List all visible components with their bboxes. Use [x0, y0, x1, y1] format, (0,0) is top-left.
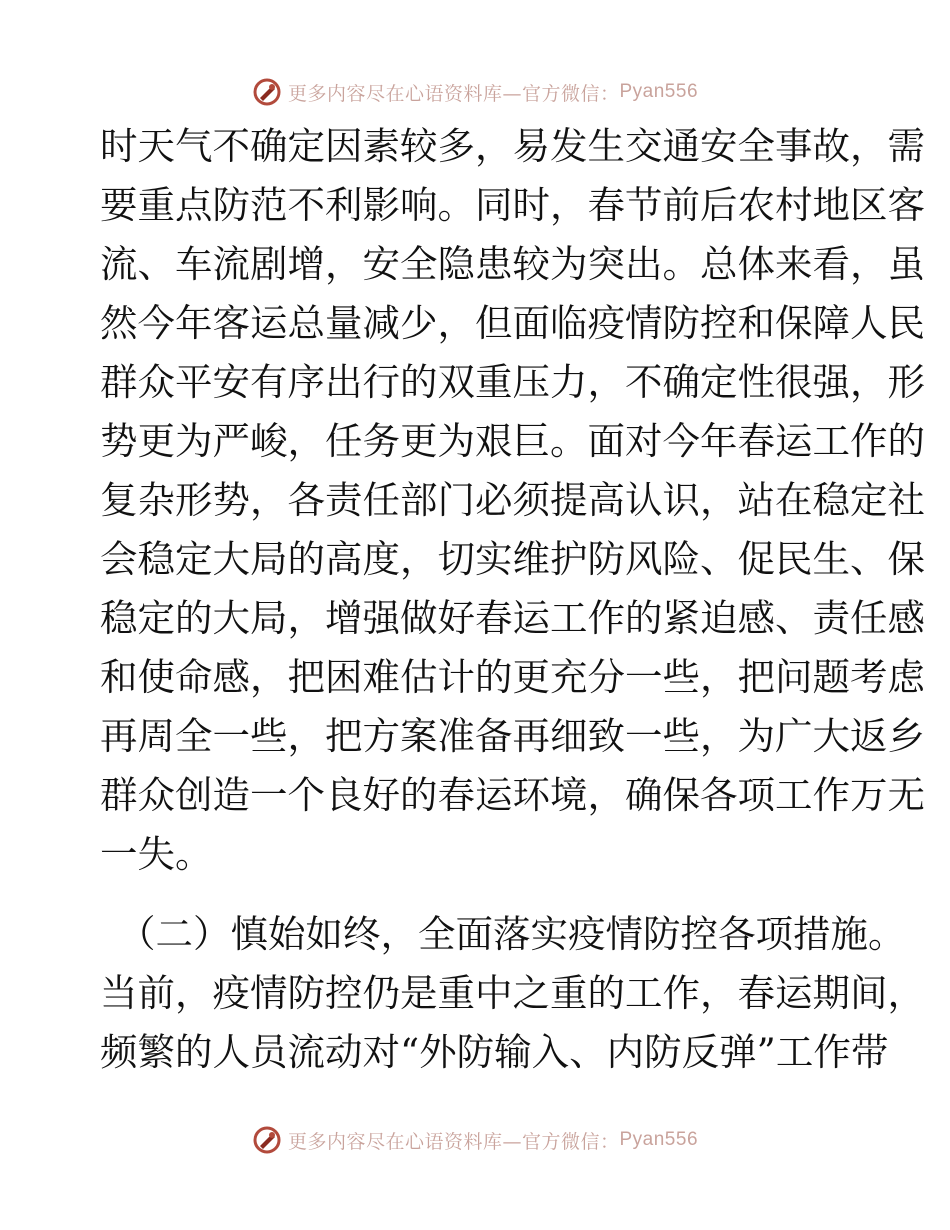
header-wechat-id: Pyan556 [619, 81, 699, 102]
text-line: 再周全一些，把方案准备再细致一些，为广大返乡 [100, 714, 925, 758]
footer-banner [0, 1120, 950, 1160]
text-line: 当前，疫情防控仍是重中之重的工作，春运期间， [100, 971, 925, 1015]
text-line: 一失。 [100, 832, 213, 876]
footer-wechat-id: Pyan556 [619, 1129, 699, 1150]
text-line: 频繁的人员流动对“外防输入、内防反弹”工作带 [100, 1030, 889, 1074]
brand-logo-icon [252, 1125, 282, 1155]
header-banner-text: 更多内容尽在心语资料库—官方微信： [287, 82, 620, 105]
text-line: 群众平安有序出行的双重压力，不确定性很强，形 [100, 360, 925, 404]
text-line: 群众创造一个良好的春运环境，确保各项工作万无 [100, 773, 925, 817]
text-line: 和使命感，把困难估计的更充分一些，把问题考虑 [100, 655, 925, 699]
section-heading: （二）慎始如终，全面落实疫情防控各项措施。 [118, 912, 906, 956]
text-line: 时天气不确定因素较多，易发生交通安全事故，需 [100, 124, 925, 168]
text-line: 会稳定大局的高度，切实维护防风险、促民生、保 [100, 537, 925, 581]
text-line: 稳定的大局，增强做好春运工作的紧迫感、责任感 [100, 596, 925, 640]
text-line: 要重点防范不利影响。同时，春节前后农村地区客 [100, 183, 925, 227]
text-line: 复杂形势，各责任部门必须提高认识，站在稳定社 [100, 478, 925, 522]
header-banner [0, 72, 950, 112]
text-line: 然今年客运总量减少，但面临疫情防控和保障人民 [100, 301, 925, 345]
footer-banner-text: 更多内容尽在心语资料库—官方微信： [287, 1130, 620, 1153]
brand-logo-icon [252, 77, 282, 107]
document-body [100, 117, 925, 1082]
paragraph-gap [100, 884, 850, 905]
text-line: 流、车流剧增，安全隐患较为突出。总体来看，虽 [100, 242, 925, 286]
text-line: 势更为严峻，任务更为艰巨。面对今年春运工作的 [100, 419, 925, 463]
